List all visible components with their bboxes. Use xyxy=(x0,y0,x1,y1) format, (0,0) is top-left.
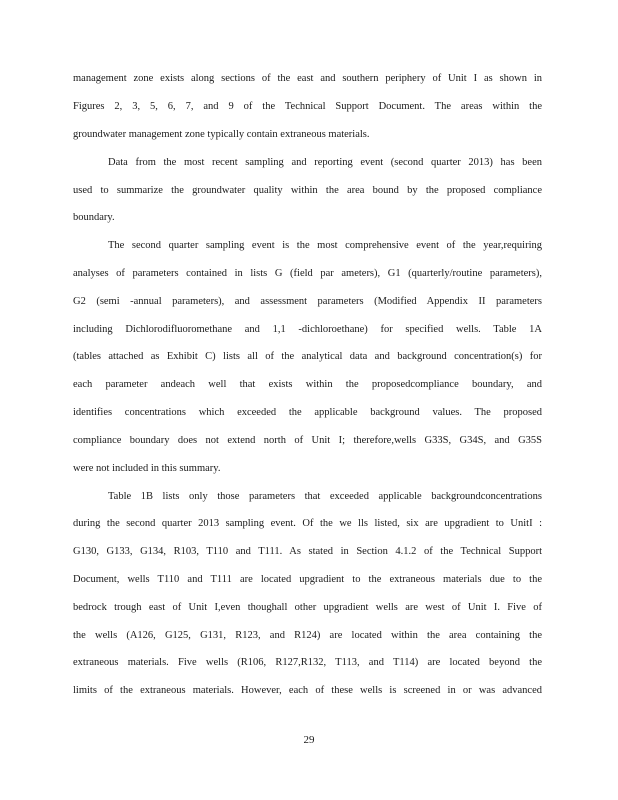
text-line: Figures 2, 3, 5, 6, 7, and 9 of the Technical Support Document. The areas within the xyxy=(73,101,542,112)
text-line: Data from the most recent sampling and reporting event (second quarter 2013) has been xyxy=(108,157,542,168)
text-line: management zone exists along sections of the east and southern periphery of Unit I as shown in xyxy=(73,73,542,84)
text-line: Table 1B lists only those parameters that exceeded applicable backgroundconcentrations xyxy=(108,491,542,502)
text-line: identifies concentrations which exceeded the applicable background values. The proposed xyxy=(73,407,542,418)
text-line: boundary. xyxy=(73,212,115,223)
text-line: during the second quarter 2013 sampling event. Of the we lls listed, six are upgradient to UnitI : xyxy=(73,518,542,529)
text-line: groundwater management zone typically contain extraneous materials. xyxy=(73,129,370,140)
text-line: G2 (semi -annual parameters), and assessment parameters (Modified Appendix II parameters xyxy=(73,296,542,307)
text-line: bedrock trough east of Unit I,even thoughall other upgradient wells are west of Unit I. Five of xyxy=(73,602,542,613)
text-line: were not included in this summary. xyxy=(73,463,221,474)
text-line: limits of the extraneous materials. However, each of these wells is screened in or was advanced xyxy=(73,685,542,696)
text-line: The second quarter sampling event is the most comprehensive event of the year,requiring xyxy=(108,240,542,251)
page-number: 29 xyxy=(303,734,315,746)
text-line: each parameter andeach well that exists within the proposedcompliance boundary, and xyxy=(73,379,542,390)
text-line: used to summarize the groundwater quality within the area bound by the proposed compliance xyxy=(73,185,542,196)
text-line: the wells (A126, G125, G131, R123, and R124) are located within the area containing the xyxy=(73,630,542,641)
text-line: G130, G133, G134, R103, T110 and T111. As stated in Section 4.1.2 of the Technical Support xyxy=(73,546,542,557)
text-line: compliance boundary does not extend north of Unit I; therefore,wells G33S, G34S, and G35S xyxy=(73,435,542,446)
text-line: analyses of parameters contained in lists G (field par ameters), G1 (quarterly/routine parameters), xyxy=(73,268,542,279)
text-line: including Dichlorodifluoromethane and 1,1 -dichloroethane) for specified wells. Table 1A xyxy=(73,324,542,335)
text-line: (tables attached as Exhibit C) lists all of the analytical data and background concentration(s) for xyxy=(73,351,542,362)
text-line: Document, wells T110 and T111 are located upgradient to the extraneous materials due to the xyxy=(73,574,542,585)
text-line: extraneous materials. Five wells (R106, R127,R132, T113, and T114) are located beyond the xyxy=(73,657,542,668)
